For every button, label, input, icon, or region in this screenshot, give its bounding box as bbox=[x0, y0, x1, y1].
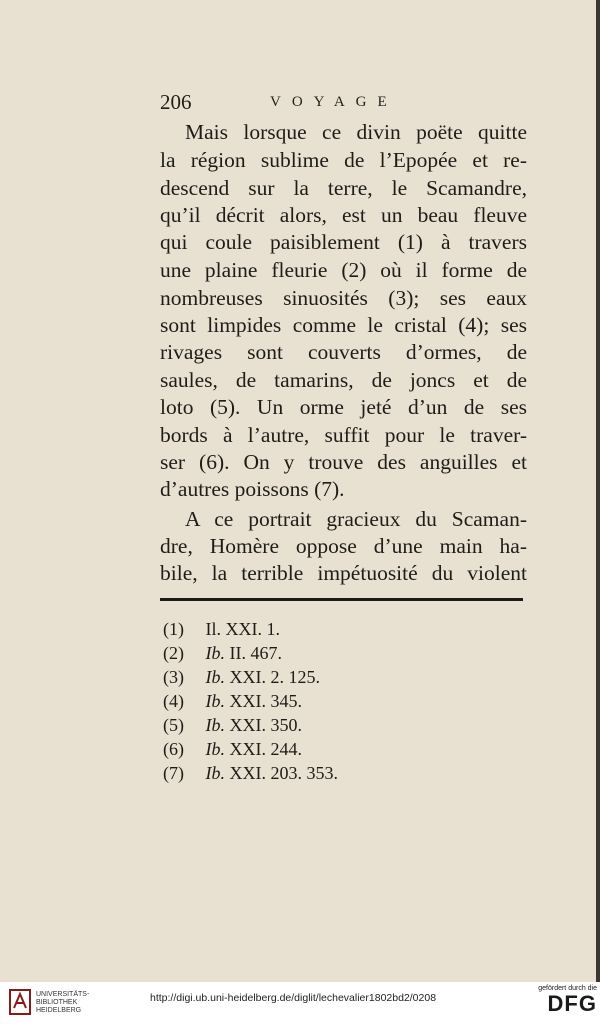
footnote-citation: XXI. 350. bbox=[229, 715, 302, 735]
body-line: saules, de tamarins, de joncs et de bbox=[160, 368, 527, 392]
body-line: nombreuses sinuosités (3); ses eaux bbox=[160, 286, 527, 310]
body-line: A ce portrait gracieux du Scaman- bbox=[185, 507, 527, 531]
footnote-ref: (3) bbox=[163, 667, 184, 687]
body-line: ser (6). On y trouve des anguilles et bbox=[160, 450, 527, 474]
source-url-link[interactable]: http://digi.ub.uni-heidelberg.de/diglit/lechevalier1802bd2/0208 bbox=[150, 992, 437, 1004]
body-line: bords à l’autre, suffit pour le traver- bbox=[160, 423, 527, 447]
footnote bbox=[163, 737, 302, 761]
footnote-source: Ib. bbox=[205, 739, 225, 759]
body-line: qu’il décrit alors, est un beau fleuve bbox=[160, 203, 527, 227]
footnote bbox=[163, 617, 280, 641]
footnote bbox=[163, 689, 302, 713]
footnote-source: Ib. bbox=[205, 763, 225, 783]
body-line: bile, la terrible impétuosité du violent bbox=[160, 561, 527, 585]
body-line: Mais lorsque ce divin poëte quitte bbox=[185, 120, 527, 144]
footnote-source: Ib. bbox=[205, 667, 225, 687]
university-logo-icon bbox=[8, 988, 32, 1016]
footnote bbox=[163, 713, 302, 737]
page-header bbox=[160, 90, 530, 114]
footnote-source: Il. bbox=[205, 619, 221, 639]
dfg-logo: DFG bbox=[547, 991, 597, 1016]
footnote-source: Ib. bbox=[205, 691, 225, 711]
footnote bbox=[163, 761, 338, 785]
library-name: UNIVERSITÄTS- BIBLIOTHEK HEIDELBERG bbox=[36, 991, 90, 1014]
footnote-ref: (6) bbox=[163, 739, 184, 759]
body-line: dre, Homère oppose d’une main ha- bbox=[160, 534, 527, 558]
footnote bbox=[163, 665, 320, 689]
body-line: loto (5). Un orme jeté d’un de ses bbox=[160, 395, 527, 419]
footnote-source: Ib. bbox=[205, 715, 225, 735]
footnote-citation: XXI. 345. bbox=[229, 691, 302, 711]
footnote-source: Ib. bbox=[205, 643, 225, 663]
footnote-ref: (5) bbox=[163, 715, 184, 735]
page-number: 206 bbox=[160, 90, 192, 114]
body-line: descend sur la terre, le Scamandre, bbox=[160, 176, 527, 200]
footnote-citation: XXI. 203. 353. bbox=[229, 763, 338, 783]
footnote-citation: XXI. 2. 125. bbox=[229, 667, 320, 687]
footnote-citation: XXI. 244. bbox=[229, 739, 302, 759]
footnote-ref: (2) bbox=[163, 643, 184, 663]
body-line: la région sublime de l’Epopée et re- bbox=[160, 148, 527, 172]
footnote-ref: (7) bbox=[163, 763, 184, 783]
footnote-ref: (4) bbox=[163, 691, 184, 711]
body-line: rivages sont couverts d’ormes, de bbox=[160, 340, 527, 364]
body-line: sont limpides comme le cristal (4); ses bbox=[160, 313, 527, 337]
body-line: d’autres poissons (7). bbox=[160, 477, 345, 501]
funder-credit bbox=[527, 985, 597, 1016]
footnote-citation: II. 467. bbox=[229, 643, 282, 663]
footnote-citation: XXI. 1. bbox=[225, 619, 280, 639]
footnote bbox=[163, 641, 282, 665]
funder-label: gefördert durch die bbox=[538, 985, 597, 992]
body-line: qui coule paisiblement (1) à travers bbox=[160, 230, 527, 254]
running-title: VOYAGE bbox=[270, 94, 398, 110]
viewer-footer bbox=[0, 982, 605, 1024]
footnote-divider bbox=[160, 598, 523, 601]
body-line: une plaine fleurie (2) où il forme de bbox=[160, 258, 527, 282]
footnote-ref: (1) bbox=[163, 619, 184, 639]
